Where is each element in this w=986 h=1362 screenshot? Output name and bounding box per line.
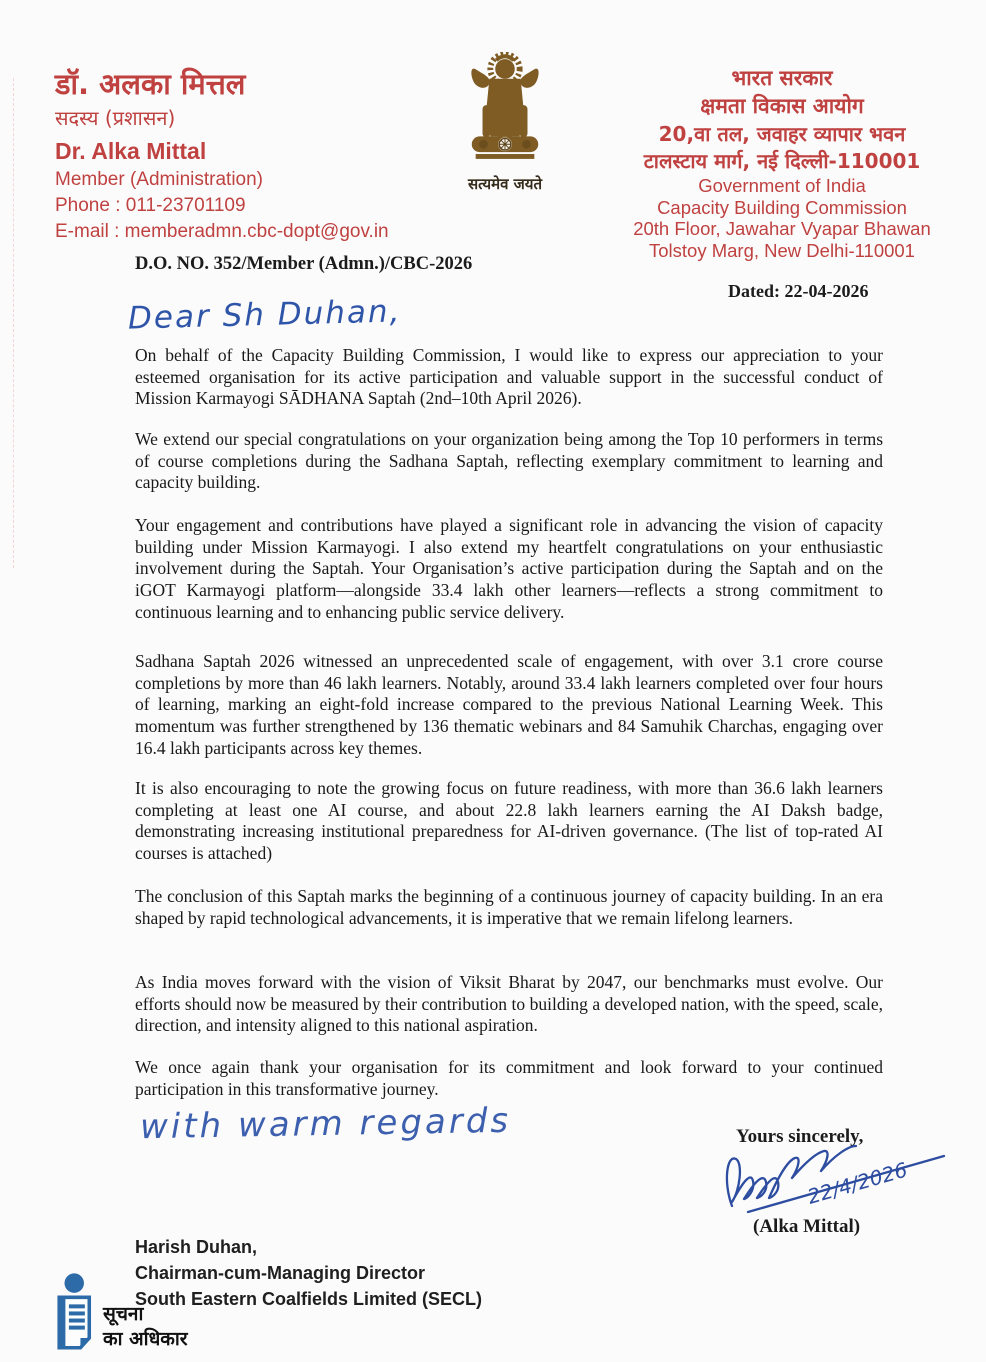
do-number: D.O. NO. 352/Member (Admn.)/CBC-2026 (135, 254, 473, 274)
sender-name-hindi: डॉ. अलका मित्तल (55, 67, 246, 101)
national-emblem (438, 52, 572, 194)
handwritten-greeting: Dear Sh Duhan, (127, 293, 402, 337)
org-line1-english: Government of India (698, 174, 866, 196)
org-line3-hindi: 20,वा तल, जवाहर व्यापार भवन (658, 121, 906, 146)
org-line4-hindi: टालस्टाय मार्ग, नई दिल्ली-110001 (643, 148, 921, 173)
body-paragraph-5: It is also encouraging to note the growing focus on future readiness, with more than 36.6 lakh learners completing at least one AI course, and about 22.8 lakh learners earning the AI Daksh badge, demonstrating increasing institutional preparedness for AI-driven governance. (The list of top-rated AI courses is attached) (135, 778, 883, 864)
addressee-company: South Eastern Coalfields Limited (SECL) (135, 1289, 483, 1309)
sender-block (55, 66, 415, 243)
scan-artifact-line (13, 78, 14, 568)
body-paragraph-2: We extend our special congratulations on your organization being among the Top 10 performers in terms of course completions during the Sadhana Saptah, reflecting exemplary commitment to learning and capacity building. (135, 429, 883, 493)
signatory-name: (Alka Mittal) (753, 1216, 861, 1237)
body-paragraph-6: The conclusion of this Saptah marks the beginning of a continuous journey of capacity building. In an era shaped by rapid technological advancements, it is imperative that we remain lifelong learners. (135, 886, 883, 928)
sender-name-english: Dr. Alka Mittal (55, 138, 207, 165)
sender-title-hindi: सदस्य (प्रशासन) (55, 106, 176, 131)
org-line4-english: Tolstoy Marg, New Delhi-110001 (649, 240, 915, 262)
body-paragraph-8: We once again thank your organisation for its commitment and look forward to your continued participation in this transformative journey. (135, 1057, 883, 1099)
signoff-text: Yours sincerely, (736, 1126, 864, 1147)
addressee-name: Harish Duhan, (135, 1237, 258, 1257)
addressee-title: Chairman-cum-Managing Director (135, 1263, 426, 1283)
rti-text (103, 1302, 188, 1352)
body-paragraph-4: Sadhana Saptah 2026 witnessed an unprecedented scale of engagement, with over 3.1 crore course completions by more than 46 lakh learners. Notably, around 33.4 lakh learners completed over four hours of learning, marking an eight-fold increase compared to the previous National Learning Week. This momentum was further strengthened by 136 thematic webinars and 84 Samuhik Charchas, engaging over 16.4 lakh participants across key themes. (135, 651, 883, 758)
rti-text-line1: सूचना (103, 1303, 144, 1325)
org-line2-english: Capacity Building Commission (657, 196, 907, 218)
national-emblem-icon (461, 52, 549, 170)
org-line1-hindi: भारत सरकार (731, 66, 833, 90)
body-paragraph-1: On behalf of the Capacity Building Commission, I would like to express our appreciation to your esteemed organisation for its active participation and valuable support in the successful conduct of Mission Karmayogi SĀDHANA Saptah (2nd–10th April 2026). (135, 345, 883, 409)
rti-text-line2: का अधिकार (103, 1328, 188, 1350)
addressee-block (135, 1234, 482, 1312)
sender-phone: Phone : 011-23701109 (55, 194, 246, 216)
body-paragraph-3: Your engagement and contributions have played a significant role in advancing the vision of capacity building under Mission Karmayogi. I also extend my heartfelt congratulations on your enthusiastic involvement during the Saptah. Your Organisation’s active participation during the Saptah and on the iGOT Karmayogi platform—alongside 33.4 lakh other learners—reflects a strong commitment to continuous learning and to enhancing public service delivery. (135, 515, 883, 622)
org-line3-english: 20th Floor, Jawahar Vyapar Bhawan (633, 218, 931, 240)
signature-date: 22/4/2026 (804, 1157, 910, 1209)
date-line: Dated: 22-04-2026 (728, 281, 869, 301)
handwritten-closing: with warm regards (139, 1100, 512, 1148)
signature-icon (718, 1136, 970, 1222)
sender-title-english: Member (Administration) (55, 169, 263, 190)
rti-logo-icon (53, 1272, 99, 1358)
body-paragraph-7: As India moves forward with the vision of Viksit Bharat by 2047, our benchmarks must evolve. Our efforts should now be measured by their contribution to building a developed nation, with the speed, scale, direction, and intensity aligned to this national aspiration. (135, 972, 883, 1036)
emblem-motto: सत्यमेव जयते (467, 175, 543, 193)
organisation-block (614, 64, 950, 262)
sender-email: E-mail : memberadmn.cbc-dopt@gov.in (55, 220, 389, 242)
org-line2-hindi: क्षमता विकास आयोग (700, 94, 864, 119)
signature (718, 1136, 970, 1227)
